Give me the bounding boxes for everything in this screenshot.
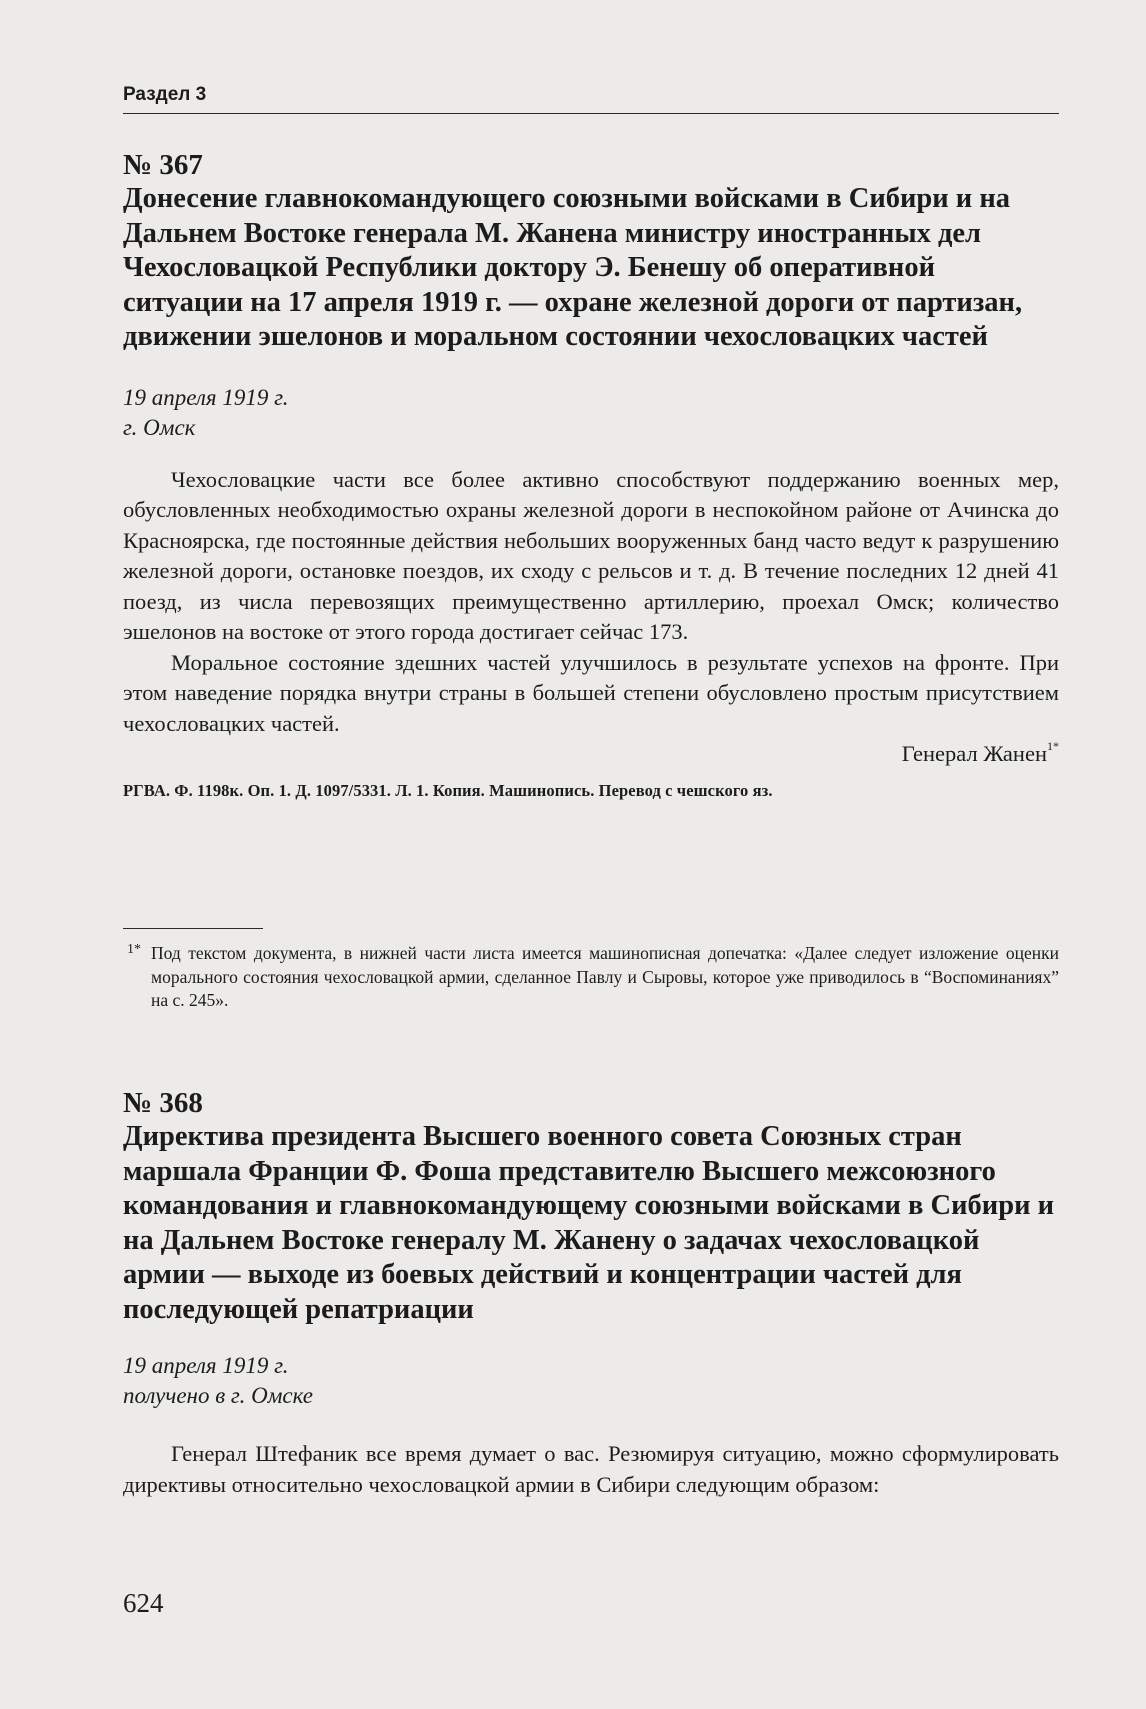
doc-367-paragraph: Моральное состояние здешних частей улучшилось в результате успехов на фронте. При этом наведение порядка внутри страны в большей степени обусловлено простым присутствием чехословацких частей. bbox=[123, 649, 1059, 736]
running-header: Раздел 3 bbox=[123, 84, 207, 105]
footnote-reference: 1* bbox=[1047, 739, 1059, 753]
document-367 bbox=[123, 148, 1059, 801]
doc-367-place: г. Омск bbox=[123, 414, 196, 440]
doc-367-date: 19 апреля 1919 г. bbox=[123, 384, 289, 410]
doc-368-place: получено в г. Омске bbox=[123, 1383, 313, 1408]
document-368 bbox=[123, 1086, 1059, 1500]
footnote-text: Под текстом документа, в нижней части листа имеется машинописная допечатка: «Далее следует изложение оценки морального состояния чехословацкой армии, сделанное Павлу и Сыровы, которое уже приводилось в “Воспоминаниях” на с. 245». bbox=[151, 943, 1059, 1010]
footnote-mark: 1* bbox=[127, 942, 141, 957]
doc-368-title: Директива президента Высшего военного совета Союзных стран маршала Франции Ф. Фоша представителю Высшего межсоюзного командования и главнокомандующему союзными войсками в Сибири и на Дальнем Востоке генералу М. Жанену о задачах чехословацкой армии — выходе из боевых действий и концентрации частей для последующей репатриации bbox=[123, 1121, 1055, 1325]
footnote bbox=[123, 942, 1059, 1013]
signature-name: Генерал Жанен bbox=[901, 741, 1047, 766]
doc-367-archive-source: РГВА. Ф. 1198к. Оп. 1. Д. 1097/5331. Л. 1. Копия. Машинопись. Перевод с чешского яз. bbox=[123, 781, 773, 800]
page-number: 624 bbox=[123, 1588, 164, 1618]
doc-368-date: 19 апреля 1919 г. bbox=[123, 1353, 289, 1378]
doc-368-paragraph: Генерал Штефаник все время думает о вас. Резюмируя ситуацию, можно сформулировать директивы относительно чехословацкой армии в Сибири следующим образом: bbox=[123, 1441, 1059, 1497]
doc-367-title: Донесение главнокомандующего союзными войсками в Сибири и на Дальнем Востоке генерала М. Жанена министру иностранных дел Чехословацкой Республики доктору Э. Бенешу об оперативной ситуации на 17 апреля 1919 г. — охране железной дороги от партизан, движении эшелонов и моральном состоянии чехословацких частей bbox=[123, 183, 1023, 352]
doc-368-number: № 368 bbox=[123, 1087, 203, 1119]
header-divider bbox=[123, 113, 1059, 114]
doc-367-paragraph: Чехословацкие части все более активно способствуют поддержанию военных мер, обусловленных необходимостью охраны железной дороги в неспокойном районе от Ачинска до Красноярска, где постоянные действия небольших вооруженных банд часто ведут к разрушению железной дороги, остановке поездов, их сходу с рельсов и т. д. В течение последних 12 дней 41 поезд, из числа перевозящих преимущественно артиллерию, проехал Омск; количество эшелонов на востоке от этого города достигает сейчас 173. bbox=[123, 466, 1059, 644]
doc-367-number: № 367 bbox=[123, 149, 203, 181]
doc-367-signature bbox=[123, 739, 1059, 769]
footnote-divider bbox=[123, 928, 263, 929]
